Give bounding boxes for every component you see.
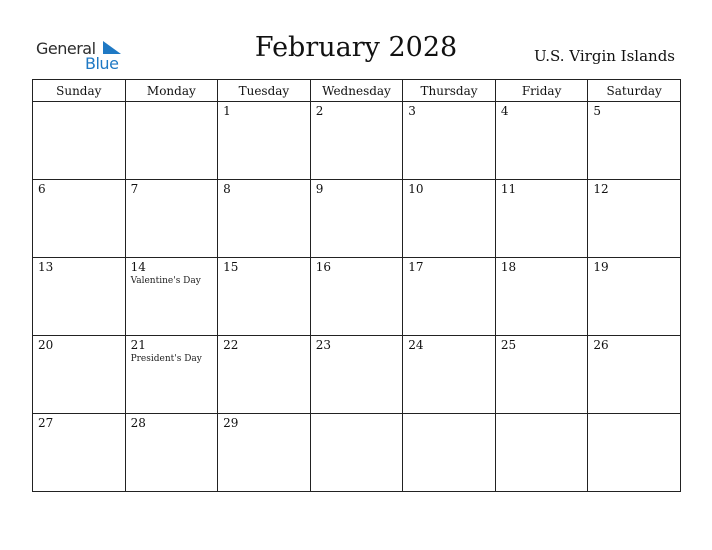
- day-cell: [588, 336, 681, 414]
- day-number: 17: [408, 260, 424, 274]
- day-cell: [218, 258, 311, 336]
- day-number: 14: [130, 260, 146, 274]
- weekday-header-thursday: Thursday: [403, 80, 496, 102]
- day-number: 19: [593, 260, 609, 274]
- day-number: 12: [593, 182, 609, 196]
- day-number: 4: [500, 104, 509, 118]
- day-cell: [218, 102, 311, 180]
- day-cell: [33, 102, 126, 180]
- day-number: 27: [38, 416, 54, 430]
- day-cell: [403, 102, 496, 180]
- day-cell: [495, 180, 588, 258]
- day-number: 25: [500, 338, 517, 352]
- day-cell: [125, 414, 218, 492]
- week-row: [33, 336, 681, 414]
- day-number: 18: [500, 260, 517, 274]
- calendar-grid: [32, 79, 681, 492]
- day-cell: [33, 414, 126, 492]
- day-number: 8: [223, 182, 231, 196]
- day-number: 15: [223, 260, 239, 274]
- day-number: 23: [315, 338, 331, 352]
- day-number: 9: [315, 182, 324, 196]
- day-cell: [403, 336, 496, 414]
- week-row: [33, 258, 681, 336]
- calendar-title: February 2028: [254, 32, 458, 63]
- day-number: 6: [38, 182, 46, 196]
- weekday-header-tuesday: Tuesday: [218, 80, 311, 102]
- day-cell: [495, 336, 588, 414]
- day-cell: [403, 414, 496, 492]
- weekday-header-sunday: Sunday: [33, 80, 126, 102]
- holiday-label: President's Day: [130, 354, 202, 364]
- day-number: 20: [38, 338, 54, 352]
- day-cell: [495, 414, 588, 492]
- day-cell: [495, 102, 588, 180]
- day-number: 5: [593, 104, 602, 118]
- day-cell: [218, 180, 311, 258]
- day-cell: [310, 258, 403, 336]
- day-cell: [495, 258, 588, 336]
- day-number: 26: [593, 338, 609, 352]
- day-number: 10: [408, 182, 424, 196]
- day-cell: [218, 414, 311, 492]
- week-row: [33, 180, 681, 258]
- weekday-header-friday: Friday: [495, 80, 588, 102]
- day-cell: [588, 102, 681, 180]
- day-number: 16: [315, 260, 331, 274]
- day-number: 11: [500, 182, 517, 196]
- day-cell: [403, 180, 496, 258]
- day-cell: [33, 180, 126, 258]
- day-cell: [310, 414, 403, 492]
- day-cell: [125, 336, 218, 414]
- day-number: 2: [315, 104, 324, 118]
- weekday-header-row: [33, 80, 681, 102]
- day-cell: [33, 336, 126, 414]
- day-cell: [588, 414, 681, 492]
- day-number: 28: [130, 416, 146, 430]
- day-number: 24: [408, 338, 424, 352]
- weekday-header-monday: Monday: [125, 80, 218, 102]
- logo-text-blue: Blue: [85, 54, 119, 73]
- logo-text-general: General: [36, 39, 96, 58]
- weekday-header-saturday: Saturday: [588, 80, 681, 102]
- week-row: [33, 102, 681, 180]
- day-number: 21: [130, 338, 146, 352]
- day-number: 29: [223, 416, 239, 430]
- day-number: 1: [223, 104, 231, 118]
- day-cell: [588, 180, 681, 258]
- day-number: 3: [408, 104, 416, 118]
- region-label: U.S. Virgin Islands: [534, 47, 675, 65]
- day-cell: [310, 180, 403, 258]
- day-cell: [33, 258, 126, 336]
- day-number: 22: [223, 338, 239, 352]
- day-cell: [588, 258, 681, 336]
- day-cell: [310, 336, 403, 414]
- day-cell: [125, 102, 218, 180]
- holiday-label: Valentine's Day: [130, 276, 201, 286]
- day-number: 13: [38, 260, 54, 274]
- day-cell: [218, 336, 311, 414]
- day-cell: [125, 258, 218, 336]
- weekday-header-wednesday: Wednesday: [310, 80, 403, 102]
- day-cell: [403, 258, 496, 336]
- day-cell: [125, 180, 218, 258]
- week-row: [33, 414, 681, 492]
- day-cell: [310, 102, 403, 180]
- day-number: 7: [130, 182, 139, 196]
- calendar-weeks: [33, 102, 681, 492]
